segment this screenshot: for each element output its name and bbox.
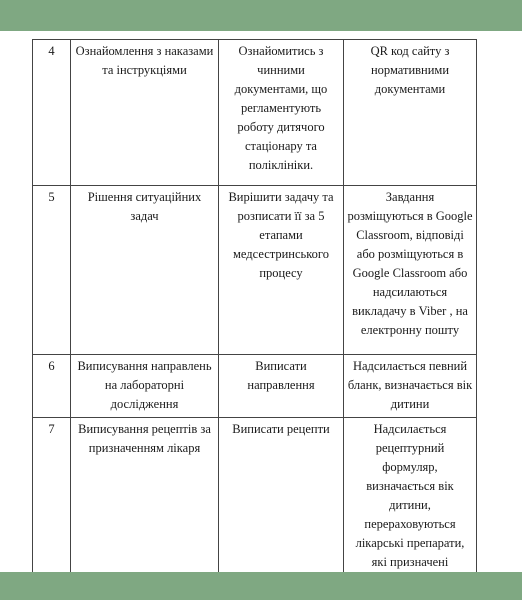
- row-number-cell: 5: [33, 186, 71, 355]
- bottom-green-band: [0, 572, 522, 600]
- row-number-cell: 4: [33, 40, 71, 186]
- activity-name-cell: Ознайомлення з наказами та інструкціями: [71, 40, 219, 186]
- row-number-cell: 7: [33, 418, 71, 576]
- top-green-band: [0, 0, 522, 31]
- row-number-cell: 6: [33, 355, 71, 418]
- document-page: [0, 31, 522, 572]
- activity-name-cell: Рішення ситуаційних задач: [71, 186, 219, 355]
- practice-tasks-table: [32, 39, 477, 576]
- report-form-cell: Надсилається певний бланк, визначається вік дитини: [344, 355, 477, 418]
- table-row: [33, 418, 477, 576]
- activity-name-cell: Виписування направлень на лабораторні дослідження: [71, 355, 219, 418]
- task-cell: Виписати рецепти: [219, 418, 344, 576]
- report-form-cell: QR код сайту з нормативними документами: [344, 40, 477, 186]
- report-form-cell: Надсилається рецептурний формуляр, визначається вік дитини, перераховуються лікарські препарати, які призначені: [344, 418, 477, 576]
- activity-name-cell: Виписування рецептів за призначенням лікаря: [71, 418, 219, 576]
- table-row: [33, 40, 477, 186]
- task-cell: Ознайомитись з чинними документами, що регламентують роботу дитячого стаціонару та поліклініки.: [219, 40, 344, 186]
- report-form-cell: Завдання розміщуються в Google Classroom, відповіді або розміщуються в Google Classroom або надсилаються викладачу в Viber , на електронну пошту: [344, 186, 477, 355]
- table-row: [33, 355, 477, 418]
- task-cell: Виписати направлення: [219, 355, 344, 418]
- table-row: [33, 186, 477, 355]
- task-cell: Вирішити задачу та розписати її за 5 етапами медсестринського процесу: [219, 186, 344, 355]
